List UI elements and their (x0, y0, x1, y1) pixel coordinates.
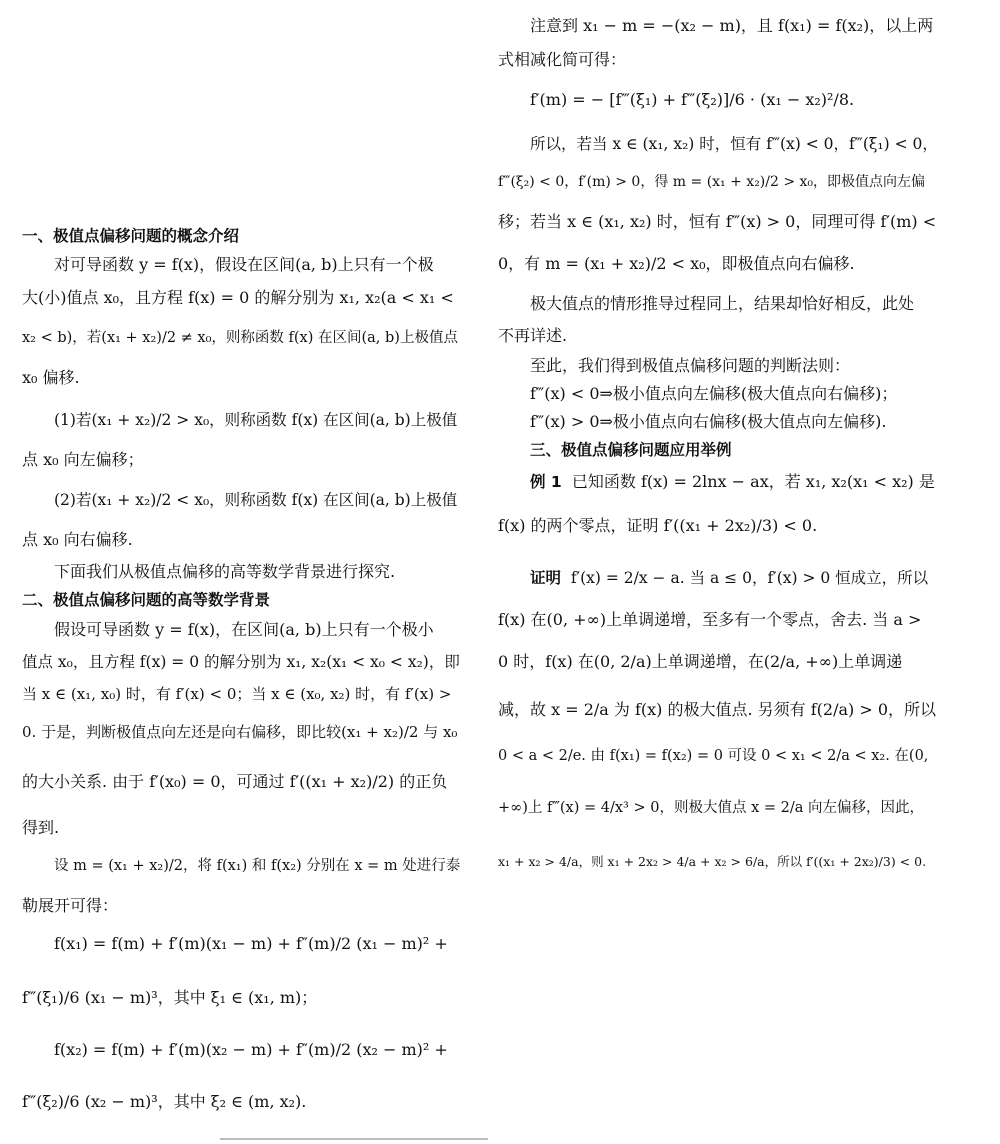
paragraph-line: 减，故 x = 2/a 为 f(x) 的极大值点. 另须有 f(2/a) > 0，所以 (498, 700, 937, 719)
paragraph-line: 点 x₀ 向左偏移； (22, 450, 144, 469)
equation-line: f‴(ξ₂)/6 (x₂ − m)³，其中 ξ₂ ∈ (m, x₂). (22, 1092, 307, 1111)
paragraph-line: 大(小)值点 x₀，且方程 f(x) = 0 的解分别为 x₁, x₂(a < x₁ < (22, 288, 454, 307)
paragraph-line: f‴(ξ₂) < 0，f′(m) > 0，得 m = (x₁ + x₂)/2 > x₀，即极值点向左偏 (498, 174, 926, 190)
paragraph-line: x₂ < b)，若(x₁ + x₂)/2 ≠ x₀，则称函数 f(x) 在区间(a, b)上极值点 (22, 330, 458, 346)
paragraph-line: x₀ 偏移. (22, 368, 80, 387)
example-text: 已知函数 f(x) = 2lnx − ax，若 x₁, x₂(x₁ < x₂) 是 (571, 472, 935, 491)
proof-label: 证明 (530, 569, 562, 587)
equation-line: f‴(ξ₁)/6 (x₁ − m)³，其中 ξ₁ ∈ (x₁, m)； (22, 988, 318, 1007)
paragraph-line: 当 x ∈ (x₁, x₀) 时，有 f′(x) < 0；当 x ∈ (x₀, x₂) 时，有 f′(x) > (22, 685, 452, 703)
bottom-divider (220, 1138, 488, 1140)
paragraph-line: 得到. (22, 818, 60, 837)
proof-line (498, 568, 938, 588)
paragraph-line: 值点 x₀，且方程 f(x) = 0 的解分别为 x₁, x₂(x₁ < x₀ < x₂)，即 (22, 653, 460, 671)
paragraph-line: x₁ + x₂ > 4/a，则 x₁ + 2x₂ > 4/a + x₂ > 6/a，所以 f′((x₁ + 2x₂)/3) < 0. (498, 854, 927, 869)
paragraph-line: 至此，我们得到极值点偏移问题的判断法则： (530, 356, 851, 375)
paragraph-line: 的大小关系. 由于 f′(x₀) = 0，可通过 f′((x₁ + x₂)/2) 的正负 (22, 772, 448, 791)
paragraph-line: 下面我们从极值点偏移的高等数学背景进行探究. (54, 562, 396, 581)
equation-line: f′(m) = − [f‴(ξ₁) + f‴(ξ₂)]/6 · (x₁ − x₂)²/8. (530, 90, 855, 109)
equation-line: f(x₂) = f(m) + f′(m)(x₂ − m) + f″(m)/2 (x₂ − m)² + (54, 1040, 448, 1059)
paragraph-line: 移；若当 x ∈ (x₁, x₂) 时，恒有 f‴(x) > 0，同理可得 f′(m) < (498, 212, 937, 231)
paragraph-line: 式相减化简可得： (498, 50, 627, 69)
example-label: 例 1 (530, 473, 562, 491)
paragraph-line: 不再详述. (498, 326, 568, 345)
rule-line: f‴(x) > 0⇒极小值点向右偏移(极大值点向左偏移). (530, 412, 887, 431)
example-line (498, 472, 938, 492)
section-heading-3: 三、极值点偏移问题应用举例 (530, 441, 732, 459)
paragraph-line: f(x) 在(0, +∞)上单调递增，至多有一个零点，舍去. 当 a > (498, 610, 922, 629)
paragraph-line: 0. 于是，判断极值点向左还是向右偏移，即比较(x₁ + x₂)/2 与 x₀ (22, 723, 458, 741)
paragraph-line: 0 时，f(x) 在(0, 2/a)上单调递增，在(2/a, +∞)上单调递 (498, 652, 903, 671)
rule-line: f‴(x) < 0⇒极小值点向左偏移(极大值点向右偏移)； (530, 384, 898, 403)
paragraph-line: 设 m = (x₁ + x₂)/2，将 f(x₁) 和 f(x₂) 分别在 x = m 处进行泰 (54, 858, 461, 874)
paragraph-line: (2)若(x₁ + x₂)/2 < x₀，则称函数 f(x) 在区间(a, b)上极值 (54, 491, 458, 509)
paragraph-line: f(x) 的两个零点，证明 f′((x₁ + 2x₂)/3) < 0. (498, 516, 818, 535)
section-heading-1: 一、极值点偏移问题的概念介绍 (22, 227, 240, 245)
paragraph-line: 勒展开可得： (22, 896, 119, 915)
proof-text: f′(x) = 2/x − a. 当 a ≤ 0，f′(x) > 0 恒成立，所以 (570, 569, 929, 587)
paragraph-line: 对可导函数 y = f(x)，假设在区间(a, b)上只有一个极 (54, 255, 434, 274)
paragraph-line: 注意到 x₁ − m = −(x₂ − m)，且 f(x₁) = f(x₂)，以上两 (530, 16, 934, 35)
section-heading-2: 二、极值点偏移问题的高等数学背景 (22, 591, 271, 609)
paragraph-line: 假设可导函数 y = f(x)，在区间(a, b)上只有一个极小 (54, 620, 434, 639)
paragraph-line: 0 < a < 2/e. 由 f(x₁) = f(x₂) = 0 可设 0 < x₁ < 2/a < x₂. 在(0, (498, 748, 929, 764)
paragraph-line: 所以，若当 x ∈ (x₁, x₂) 时，恒有 f‴(x) < 0，f‴(ξ₁) < 0， (530, 135, 938, 153)
equation-line: f(x₁) = f(m) + f′(m)(x₁ − m) + f″(m)/2 (x₁ − m)² + (54, 934, 448, 953)
paragraph-line: (1)若(x₁ + x₂)/2 > x₀，则称函数 f(x) 在区间(a, b)上极值 (54, 411, 458, 429)
paragraph-line: 点 x₀ 向右偏移. (22, 530, 133, 549)
paragraph-line: 0，有 m = (x₁ + x₂)/2 < x₀，即极值点向右偏移. (498, 254, 855, 273)
paragraph-line: 极大值点的情形推导过程同上，结果却恰好相反，此处 (530, 294, 915, 313)
paragraph-line: +∞)上 f‴(x) = 4/x³ > 0，则极大值点 x = 2/a 向左偏移，因此， (498, 800, 924, 816)
